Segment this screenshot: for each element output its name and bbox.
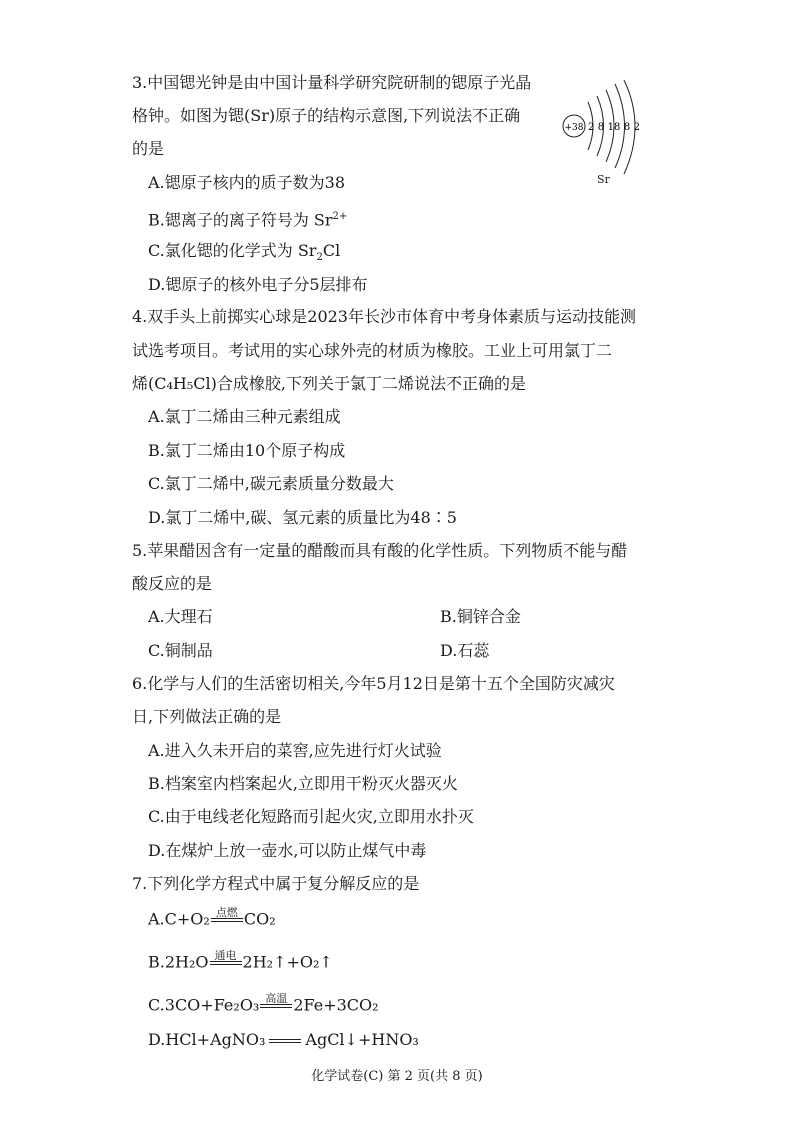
- reaction-arrow: [260, 993, 292, 1019]
- q5-option-d: D.石蕊: [440, 641, 490, 660]
- page-footer: 化学试卷(C) 第 2 页(共 8 页): [311, 1069, 483, 1084]
- q3-stem-line1: 3.中国锶光钟是由中国计量科学研究院研制的锶原子光晶: [132, 73, 532, 92]
- q5-option-b: B.铜锌合金: [440, 607, 521, 626]
- equals-bar: [269, 1039, 301, 1043]
- q6-stem-line1: 6.化学与人们的生活密切相关,今年5月12日是第十五个全国防灾减灾: [132, 674, 615, 693]
- equals-bar: [210, 961, 242, 965]
- q3-option-b-text: B.锶离子的离子符号为 Sr: [148, 210, 333, 230]
- q3-option-b: [148, 207, 347, 230]
- nucleus-label: +38: [564, 123, 584, 133]
- q5-stem-line2: 酸反应的是: [132, 574, 213, 593]
- q6-option-c: C.由于电线老化短路而引起火灾,立即用水扑灭: [148, 807, 474, 826]
- q3-option-c: [148, 241, 340, 268]
- q7-a-reactants: A.C+O₂: [148, 909, 210, 929]
- q7-b-condition: 通电: [214, 949, 237, 962]
- q4-stem-line1: 4.双手头上前掷实心球是2023年长沙市体育中考身体素质与运动技能测: [132, 307, 636, 326]
- q5-option-a: A.大理石: [148, 607, 213, 626]
- q7-option-a: [148, 907, 276, 933]
- q7-a-products: CO₂: [243, 909, 276, 929]
- q7-c-products: 2Fe+3CO₂: [293, 995, 379, 1015]
- q7-stem-line1: 7.下列化学方程式中属于复分解反应的是: [132, 874, 420, 893]
- q3-option-c-tail: Cl: [322, 241, 341, 260]
- q6-option-d: D.在煤炉上放一壶水,可以防止煤气中毒: [148, 841, 427, 860]
- q7-option-b: [148, 950, 333, 976]
- q4-option-a: A.氯丁二烯由三种元素组成: [148, 407, 341, 426]
- reaction-arrow: [211, 907, 243, 933]
- q4-option-c: C.氯丁二烯中,碳元素质量分数最大: [148, 474, 394, 493]
- q3-option-a: A.锶原子核内的质子数为38: [148, 173, 346, 192]
- q4-stem-line2: 试选考项目。考试用的实心球外壳的材质为橡胶。工业上可用氯丁二: [132, 341, 613, 360]
- q7-option-d: [148, 1030, 419, 1050]
- q6-option-b: B.档案室内档案起火,立即用干粉灭火器灭火: [148, 774, 458, 793]
- q3-option-c-subscript: 2: [316, 252, 323, 264]
- q4-option-b: B.氯丁二烯由10个原子构成: [148, 441, 346, 460]
- atom-symbol: Sr: [597, 173, 610, 186]
- q6-option-a: A.进入久未开启的菜窖,应先进行灯火试验: [148, 741, 442, 760]
- strontium-atom-diagram: [558, 80, 668, 190]
- equals-bar: [260, 1004, 292, 1008]
- reaction-arrow: [269, 1039, 301, 1043]
- q3-stem-line2: 格钟。如图为锶(Sr)原子的结构示意图,下列说法不正确: [132, 106, 521, 125]
- q3-option-d: D.锶原子的核外电子分5层排布: [148, 275, 368, 294]
- q5-option-c: C.铜制品: [148, 641, 213, 660]
- q3-option-c-text: C.氯化锶的化学式为 Sr: [148, 241, 317, 260]
- q7-b-products: 2H₂↑+O₂↑: [242, 952, 333, 972]
- reaction-arrow: [210, 950, 242, 976]
- q3-option-b-charge: 2+: [332, 211, 348, 222]
- q6-stem-line2: 日,下列做法正确的是: [132, 707, 282, 726]
- q4-option-d: D.氯丁二烯中,碳、氢元素的质量比为48∶5: [148, 508, 457, 527]
- q7-c-condition: 高温: [265, 992, 288, 1005]
- q7-option-c: [148, 993, 379, 1019]
- q4-stem-line3: 烯(C₄H₅Cl)合成橡胶,下列关于氯丁二烯说法不正确的是: [132, 374, 526, 393]
- q7-c-reactants: C.3CO+Fe₂O₃: [148, 995, 260, 1015]
- equals-bar: [211, 918, 243, 922]
- q3-stem-line3: 的是: [132, 139, 165, 158]
- q7-d-products: AgCl↓+HNO₃: [305, 1030, 419, 1049]
- q5-stem-line1: 5.苹果醋因含有一定量的醋酸而具有酸的化学性质。下列物质不能与醋: [132, 541, 628, 560]
- q7-b-reactants: B.2H₂O: [148, 952, 209, 972]
- q7-a-condition: 点燃: [215, 906, 238, 919]
- q7-d-reactants: D.HCl+AgNO₃: [148, 1030, 266, 1049]
- electron-counts: 2 8 18 8 2: [588, 122, 640, 133]
